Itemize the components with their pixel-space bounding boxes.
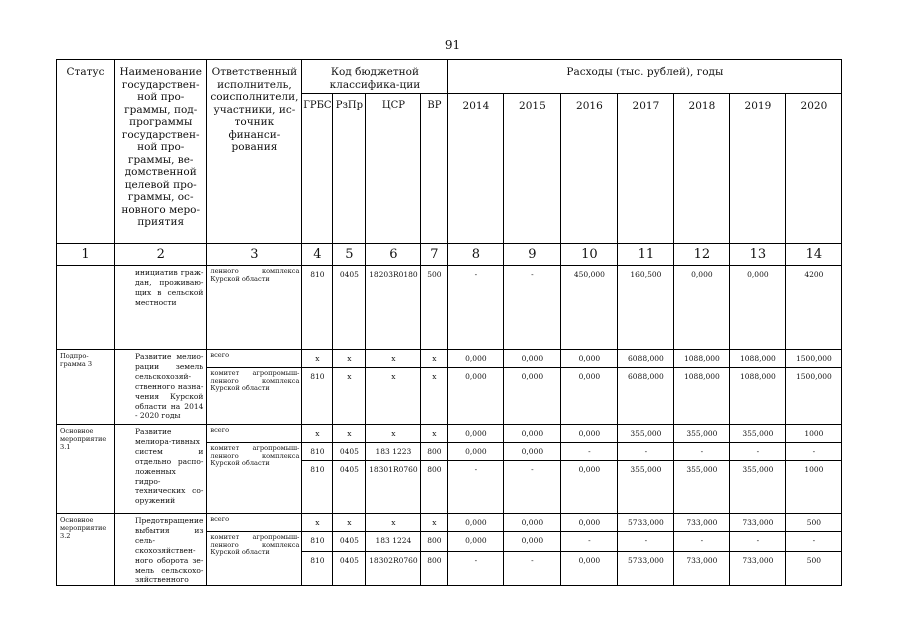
value-cell: - (618, 532, 674, 552)
value-cell: 810 (302, 266, 333, 350)
value-cell: 0,000 (448, 368, 504, 425)
value-cell: 800 (421, 532, 448, 552)
value-cell: 0,000 (561, 514, 618, 532)
value-cell: - (730, 532, 786, 552)
value-cell: 733,000 (730, 552, 786, 586)
value-cell: 800 (421, 461, 448, 514)
header-row (57, 60, 842, 94)
column-numbers-row (57, 244, 842, 266)
name-cell: Развитие мелиора-тивных систем и отдельно распо-ложенных гидро-технических со-оружений (115, 425, 207, 514)
value-cell: 810 (302, 368, 333, 425)
header-expenses: Расходы (тыс. рублей), годы (448, 60, 842, 94)
value-cell: х (302, 350, 333, 368)
value-cell: 18301R0760 (366, 461, 421, 514)
status-cell: Основное мероприятие 3.2 (57, 514, 115, 586)
data-row (57, 425, 842, 443)
value-cell: 800 (421, 443, 448, 461)
value-cell: х (421, 514, 448, 532)
value-cell: 0,000 (504, 350, 561, 368)
value-cell: х (333, 425, 366, 443)
value-cell: 355,000 (618, 425, 674, 443)
value-cell: 1088,000 (730, 368, 786, 425)
value-cell: 0,000 (448, 514, 504, 532)
value-cell: 355,000 (730, 425, 786, 443)
value-cell: х (366, 425, 421, 443)
value-cell: 183 1224 (366, 532, 421, 552)
budget-table (56, 59, 842, 586)
value-cell: 160,500 (618, 266, 674, 350)
value-cell: 5733,000 (618, 552, 674, 586)
value-cell: 500 (786, 552, 842, 586)
value-cell: - (448, 266, 504, 350)
value-cell: 1500,000 (786, 368, 842, 425)
value-cell: 1000 (786, 425, 842, 443)
header-name: Наименование государствен-ной про-граммы, под-программы государствен-ной про-граммы, ве-домственной целевой про-граммы, ос-новного меро-приятия (115, 60, 207, 244)
column-number: 5 (333, 244, 366, 266)
value-cell: 0405 (333, 532, 366, 552)
value-cell: 0,000 (561, 552, 618, 586)
name-cell: Предотвращение выбытия из сель-скохозяйствен-ного оборота зе-мель сельскохо-зяйственного (115, 514, 207, 586)
value-cell: х (302, 425, 333, 443)
value-cell: 733,000 (674, 514, 730, 532)
header-year: 2019 (730, 94, 786, 244)
value-cell: х (421, 350, 448, 368)
column-number: 11 (618, 244, 674, 266)
value-cell: 450,000 (561, 266, 618, 350)
column-number: 4 (302, 244, 333, 266)
value-cell: 1000 (786, 461, 842, 514)
responsible-cell: комитет агропромыш-ленного комплекса Курской области (207, 368, 302, 425)
header-code-col: ВР (421, 94, 448, 244)
value-cell: 18302R0760 (366, 552, 421, 586)
value-cell: 0405 (333, 461, 366, 514)
page-number: 91 (444, 38, 461, 52)
name-cell: Развитие мелио-рации земель сельскохозяй-ственного назна-чения Курской области на 2014 - 2020 годы (115, 350, 207, 425)
responsible-cell: всего (207, 514, 302, 532)
value-cell: 500 (421, 266, 448, 350)
header-code-col: РзПр (333, 94, 366, 244)
value-cell: 4200 (786, 266, 842, 350)
data-row (57, 266, 842, 350)
status-cell (57, 266, 115, 350)
value-cell: - (448, 461, 504, 514)
value-cell: 733,000 (674, 552, 730, 586)
value-cell: 0,000 (504, 443, 561, 461)
header-year: 2014 (448, 94, 504, 244)
value-cell: 810 (302, 461, 333, 514)
value-cell: - (730, 443, 786, 461)
header-budget-code: Код бюджетной классифика-ции (302, 60, 448, 94)
value-cell: - (618, 443, 674, 461)
value-cell: 733,000 (730, 514, 786, 532)
column-number: 7 (421, 244, 448, 266)
value-cell: 1088,000 (674, 350, 730, 368)
value-cell: 18203R0180 (366, 266, 421, 350)
value-cell: 0,000 (561, 425, 618, 443)
column-number: 14 (786, 244, 842, 266)
name-cell: инициатив граж-дан, проживаю-щих в сельской местности (115, 266, 207, 350)
column-number: 8 (448, 244, 504, 266)
header-year: 2017 (618, 94, 674, 244)
value-cell: - (448, 552, 504, 586)
value-cell: - (674, 532, 730, 552)
value-cell: - (786, 443, 842, 461)
value-cell: х (333, 350, 366, 368)
value-cell: х (302, 514, 333, 532)
data-row (57, 350, 842, 368)
value-cell: х (421, 425, 448, 443)
value-cell: - (561, 443, 618, 461)
value-cell: 355,000 (730, 461, 786, 514)
value-cell: х (333, 514, 366, 532)
column-number: 10 (561, 244, 618, 266)
value-cell: 810 (302, 443, 333, 461)
value-cell: 0405 (333, 266, 366, 350)
value-cell: 1500,000 (786, 350, 842, 368)
value-cell: 5733,000 (618, 514, 674, 532)
responsible-cell: всего (207, 350, 302, 368)
value-cell: 0,000 (674, 266, 730, 350)
responsible-cell: комитет агропромыш-ленного комплекса Курской области (207, 532, 302, 586)
value-cell: 810 (302, 532, 333, 552)
column-number: 12 (674, 244, 730, 266)
value-cell: 0,000 (561, 368, 618, 425)
value-cell: - (786, 532, 842, 552)
value-cell: 0,000 (448, 532, 504, 552)
value-cell: - (504, 266, 561, 350)
value-cell: 0,000 (504, 368, 561, 425)
value-cell: 0,000 (504, 532, 561, 552)
value-cell: - (674, 443, 730, 461)
value-cell: 500 (786, 514, 842, 532)
value-cell: 810 (302, 552, 333, 586)
value-cell: 0,000 (448, 443, 504, 461)
responsible-cell: всего (207, 425, 302, 443)
column-number: 3 (207, 244, 302, 266)
column-number: 13 (730, 244, 786, 266)
header-code-col: ЦСР (366, 94, 421, 244)
header-year: 2018 (674, 94, 730, 244)
status-cell: Подпро-грамма 3 (57, 350, 115, 425)
header-responsible: Ответственный исполнитель, соисполнители, участники, ис-точник финанси-рования (207, 60, 302, 244)
value-cell: 0,000 (504, 514, 561, 532)
value-cell: 1088,000 (674, 368, 730, 425)
column-number: 6 (366, 244, 421, 266)
value-cell: 0405 (333, 443, 366, 461)
value-cell: 6088,000 (618, 350, 674, 368)
value-cell: 800 (421, 552, 448, 586)
value-cell: 355,000 (674, 461, 730, 514)
value-cell: - (504, 552, 561, 586)
header-year: 2020 (786, 94, 842, 244)
header-year: 2016 (561, 94, 618, 244)
value-cell: 6088,000 (618, 368, 674, 425)
status-cell: Основное мероприятие 3.1 (57, 425, 115, 514)
header-status: Статус (57, 60, 115, 244)
value-cell: 1088,000 (730, 350, 786, 368)
value-cell: 355,000 (674, 425, 730, 443)
header-year: 2015 (504, 94, 561, 244)
value-cell: х (366, 368, 421, 425)
value-cell: 183 1223 (366, 443, 421, 461)
column-number: 2 (115, 244, 207, 266)
value-cell: 0,000 (730, 266, 786, 350)
data-row (57, 514, 842, 532)
value-cell: х (421, 368, 448, 425)
value-cell: 0405 (333, 552, 366, 586)
value-cell: 0,000 (561, 350, 618, 368)
value-cell: - (504, 461, 561, 514)
header-code-col: ГРБС (302, 94, 333, 244)
responsible-cell: комитет агропромыш-ленного комплекса Курской области (207, 443, 302, 514)
column-number: 9 (504, 244, 561, 266)
value-cell: 0,000 (448, 425, 504, 443)
value-cell: 355,000 (618, 461, 674, 514)
column-number: 1 (57, 244, 115, 266)
value-cell: 0,000 (561, 461, 618, 514)
value-cell: - (561, 532, 618, 552)
value-cell: 0,000 (504, 425, 561, 443)
responsible-cell: ленного комплекса Курской области (207, 266, 302, 350)
value-cell: х (333, 368, 366, 425)
value-cell: 0,000 (448, 350, 504, 368)
value-cell: х (366, 350, 421, 368)
value-cell: х (366, 514, 421, 532)
